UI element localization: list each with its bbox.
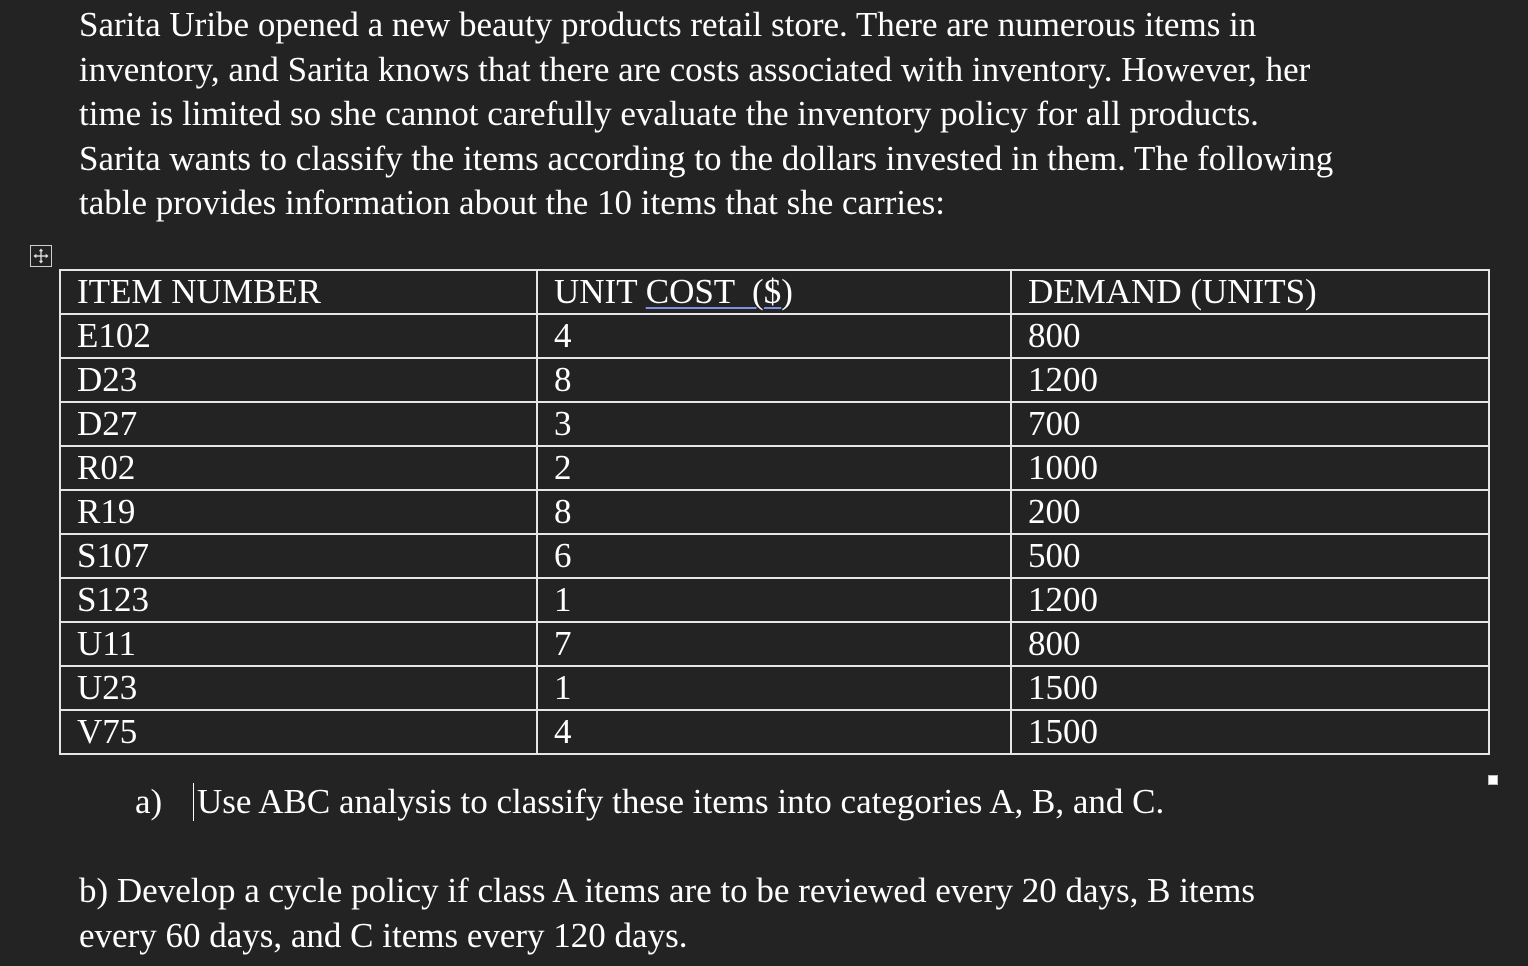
table-header-row (60, 270, 1489, 314)
unit-cost-cell: 4 (537, 710, 1011, 754)
move-arrows-icon (33, 248, 49, 264)
question-a-text[interactable]: Use ABC analysis to classify these items into categories A, B, and C. (197, 782, 1165, 821)
item-number-cell: E102 (60, 314, 537, 358)
intro-paragraph (79, 3, 1499, 226)
table-move-handle[interactable] (30, 245, 52, 267)
item-number-cell: U11 (60, 622, 537, 666)
unit-cost-cell: 8 (537, 490, 1011, 534)
table-row (60, 446, 1489, 490)
table-row (60, 402, 1489, 446)
demand-cell: 1500 (1011, 666, 1489, 710)
unit-cost-cell: 7 (537, 622, 1011, 666)
item-number-cell: D23 (60, 358, 537, 402)
demand-cell: 200 (1011, 490, 1489, 534)
intro-line: Sarita Uribe opened a new beauty products retail store. There are numerous items in (79, 5, 1257, 44)
inventory-table (59, 269, 1490, 755)
question-b (79, 868, 1499, 958)
item-number-cell: S107 (60, 534, 537, 578)
demand-cell: 1200 (1011, 578, 1489, 622)
header-demand: DEMAND (UNITS) (1011, 270, 1489, 314)
table-resize-handle[interactable] (1488, 775, 1498, 785)
table-row (60, 314, 1489, 358)
unit-cost-cell: 4 (537, 314, 1011, 358)
question-a-label: a) (135, 782, 163, 821)
demand-cell: 1200 (1011, 358, 1489, 402)
table-row (60, 578, 1489, 622)
demand-cell: 1500 (1011, 710, 1489, 754)
item-number-cell: V75 (60, 710, 537, 754)
unit-cost-cell: 8 (537, 358, 1011, 402)
unit-cost-cell: 3 (537, 402, 1011, 446)
header-unit-cost-suffix: ) (781, 272, 793, 311)
intro-line: time is limited so she cannot carefully evaluate the inventory policy for all products. (79, 94, 1259, 133)
table-row (60, 622, 1489, 666)
header-unit-cost (537, 270, 1011, 314)
table-row (60, 710, 1489, 754)
item-number-cell: R02 (60, 446, 537, 490)
demand-cell: 800 (1011, 314, 1489, 358)
question-b-line: b) Develop a cycle policy if class A items are to be reviewed every 20 days, B items (79, 871, 1256, 910)
demand-cell: 700 (1011, 402, 1489, 446)
item-number-cell: S123 (60, 578, 537, 622)
item-number-cell: D27 (60, 402, 537, 446)
unit-cost-cell: 1 (537, 666, 1011, 710)
intro-line: table provides information about the 10 items that she carries: (79, 183, 946, 222)
item-number-cell: U23 (60, 666, 537, 710)
demand-cell: 500 (1011, 534, 1489, 578)
header-unit-cost-prefix: UNIT (554, 272, 646, 311)
table-row (60, 490, 1489, 534)
header-unit-cost-underlined: COST ($ (645, 272, 782, 311)
question-a (135, 780, 1164, 824)
unit-cost-cell: 1 (537, 578, 1011, 622)
demand-cell: 800 (1011, 622, 1489, 666)
unit-cost-cell: 6 (537, 534, 1011, 578)
header-item-number: ITEM NUMBER (60, 270, 537, 314)
table-row (60, 666, 1489, 710)
unit-cost-cell: 2 (537, 446, 1011, 490)
table-row (60, 534, 1489, 578)
question-b-line: every 60 days, and C items every 120 days. (79, 916, 688, 955)
intro-line: Sarita wants to classify the items according to the dollars invested in them. The following (79, 138, 1334, 178)
intro-line: inventory, and Sarita knows that there are costs associated with inventory. However, her (79, 49, 1311, 89)
table-row (60, 358, 1489, 402)
item-number-cell: R19 (60, 490, 537, 534)
demand-cell: 1000 (1011, 446, 1489, 490)
text-cursor (193, 783, 194, 821)
